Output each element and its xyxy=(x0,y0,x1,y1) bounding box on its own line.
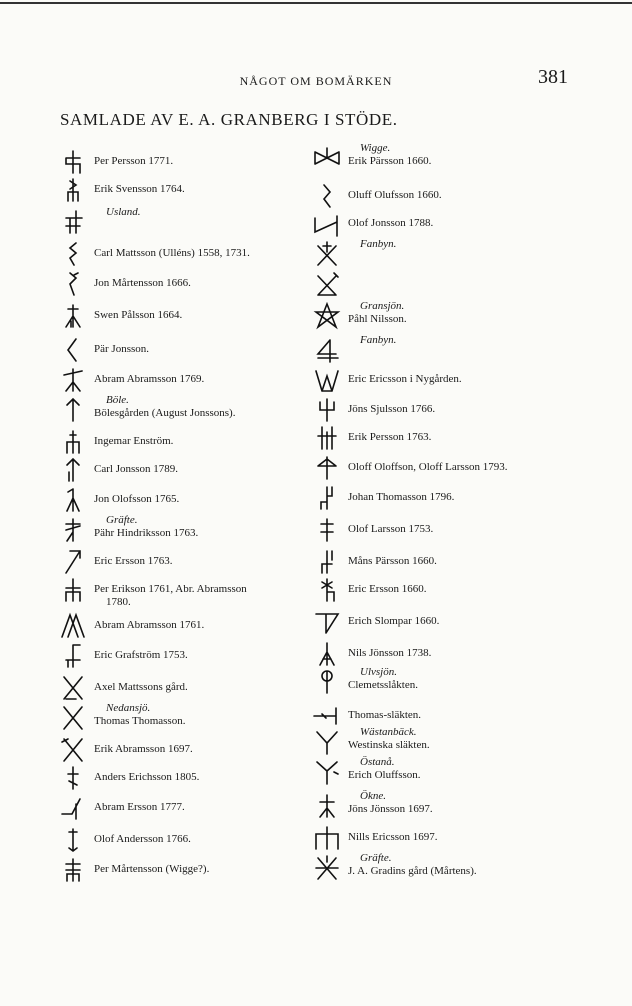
place-name: Usland. xyxy=(106,206,141,218)
bomarke-33-icon xyxy=(312,396,342,424)
owner-line: Eric Ersson 1763. xyxy=(94,555,173,567)
owner-line: Carl Jonsson 1789. xyxy=(94,463,179,475)
entry-text xyxy=(348,523,433,536)
owner-line: Erik Persson 1763. xyxy=(348,431,432,443)
entry-text xyxy=(348,852,477,878)
entry-text xyxy=(348,831,438,844)
owner-line: Erik Pärsson 1660. xyxy=(348,155,432,167)
running-title: NÅGOT OM BOMÄRKEN xyxy=(239,74,393,88)
bomarke-20-icon xyxy=(58,736,88,764)
bomarke-21-icon xyxy=(58,764,88,792)
entry-text xyxy=(348,461,508,474)
owner-line: Jon Olofsson 1765. xyxy=(94,493,180,505)
owner-line: Per Mårtensson (Wigge?). xyxy=(94,863,210,875)
entry-text xyxy=(348,790,433,816)
entry-text xyxy=(94,514,198,540)
bomarke-15-icon xyxy=(58,576,88,604)
entry-text xyxy=(94,493,179,506)
place-name: Wästanbäck. xyxy=(360,726,417,738)
owner-line: Abram Ersson 1777. xyxy=(94,801,185,813)
bomarke-43-icon xyxy=(312,702,342,730)
bomarke-6-icon xyxy=(58,302,88,330)
owner-line: Bölesgården (August Jonssons). xyxy=(94,407,236,419)
owner-line: Olof Jonsson 1788. xyxy=(348,217,434,229)
owner-line: Olof Larsson 1753. xyxy=(348,523,434,535)
bomarke-25-icon xyxy=(312,144,342,172)
owner-line: Carl Mattsson (Ulléns) 1558, 1731. xyxy=(94,247,250,259)
bomarke-44-icon xyxy=(312,728,342,756)
bomarke-28-icon xyxy=(312,240,342,268)
bomarke-26-icon xyxy=(312,182,342,210)
owner-line: Eric Grafström 1753. xyxy=(94,649,188,661)
bomarke-3-icon xyxy=(58,208,88,236)
entry-text xyxy=(94,309,182,322)
bomarke-10-icon xyxy=(58,428,88,456)
place-name: Fanbyn. xyxy=(360,334,397,346)
entry-text xyxy=(348,403,435,416)
entry-text xyxy=(348,238,396,251)
bomarke-32-icon xyxy=(312,366,342,394)
owner-line: Anders Erichsson 1805. xyxy=(94,771,200,783)
place-name: Böle. xyxy=(106,394,129,406)
place-name: Gransjön. xyxy=(360,300,405,312)
bomarke-29-icon xyxy=(312,270,342,298)
entry-text xyxy=(94,743,193,756)
entry-text xyxy=(94,463,178,476)
entry-text xyxy=(348,491,454,504)
bomarke-31-icon xyxy=(312,336,342,364)
bomarke-2-icon xyxy=(58,176,88,204)
owner-line: Johan Thomasson 1796. xyxy=(348,491,455,503)
bomarke-1-icon xyxy=(58,148,88,176)
entry-text xyxy=(94,155,173,168)
entry-text xyxy=(94,649,188,662)
bomarke-11-icon xyxy=(58,456,88,484)
place-name: Fanbyn. xyxy=(360,238,397,250)
owner-line: Clemetsslåkten. xyxy=(348,679,418,691)
bomarke-14-icon xyxy=(58,548,88,576)
place-name: Wigge. xyxy=(360,142,391,154)
owner-line: Pähr Hindriksson 1763. xyxy=(94,527,199,539)
bomarke-13-icon xyxy=(58,516,88,544)
bomarke-23-icon xyxy=(58,826,88,854)
bomarke-36-icon xyxy=(312,484,342,512)
bomarke-17-icon xyxy=(58,642,88,670)
entry-text xyxy=(348,666,418,692)
place-name: Ulvsjön. xyxy=(360,666,397,678)
bomarke-41-icon xyxy=(312,640,342,668)
bomarke-39-icon xyxy=(312,576,342,604)
entry-text xyxy=(348,756,421,782)
owner-line: Erich Slompar 1660. xyxy=(348,615,440,627)
bomarke-12-icon xyxy=(58,486,88,514)
entry-text xyxy=(94,863,209,876)
owner-line: Thomas Thomasson. xyxy=(94,715,186,727)
owner-line: Påhl Nilsson. xyxy=(348,313,407,325)
owner-line: Nills Ericsson 1697. xyxy=(348,831,438,843)
entry-text xyxy=(348,583,427,596)
bomarke-22-icon xyxy=(58,794,88,822)
bomarke-7-icon xyxy=(58,336,88,364)
owner-line: Westinska släkten. xyxy=(348,739,430,751)
entry-text xyxy=(348,709,421,722)
bomarke-24-icon xyxy=(58,856,88,884)
owner-line: Jöns Sjulsson 1766. xyxy=(348,403,436,415)
bomarke-34-icon xyxy=(312,424,342,452)
place-name: Ökne. xyxy=(360,790,386,802)
entry-text xyxy=(94,373,204,386)
owner-line: Oloff Oloffson, Oloff Larsson 1793. xyxy=(348,461,508,473)
owner-line: Jöns Jönsson 1697. xyxy=(348,803,433,815)
bomarke-27-icon xyxy=(312,210,342,238)
bomarke-16-icon xyxy=(58,612,88,640)
entry-text xyxy=(94,771,199,784)
entry-text xyxy=(94,555,173,568)
bomarke-19-icon xyxy=(58,704,88,732)
page-number: 381 xyxy=(538,66,568,88)
bomarke-8-icon xyxy=(58,366,88,394)
owner-line: Erik Abramsson 1697. xyxy=(94,743,193,755)
owner-line: Erik Svensson 1764. xyxy=(94,183,185,195)
entry-text xyxy=(94,206,141,219)
owner-line: Per Erikson 1761, Abr. Abramsson xyxy=(94,583,247,595)
entry-text xyxy=(348,555,437,568)
entry-text xyxy=(94,833,191,846)
entry-text xyxy=(94,343,149,356)
place-name: Gräfte. xyxy=(106,514,138,526)
bomarke-42-icon xyxy=(312,668,342,696)
owner-line: Pär Jonsson. xyxy=(94,343,150,355)
place-name: Nedansjö. xyxy=(106,702,151,714)
entry-text xyxy=(94,681,188,694)
entry-text xyxy=(348,189,442,202)
bomarke-40-icon xyxy=(312,608,342,636)
entry-text xyxy=(348,615,439,628)
bomarke-9-icon xyxy=(58,396,88,424)
entry-text xyxy=(348,726,430,752)
owner-line: Swen Pålsson 1664. xyxy=(94,309,183,321)
owner-line: Per Persson 1771. xyxy=(94,155,174,167)
entry-text xyxy=(94,702,185,728)
entry-text xyxy=(348,647,431,660)
entry-text xyxy=(94,583,247,609)
entry-text xyxy=(348,373,462,386)
owner-line: Olof Andersson 1766. xyxy=(94,833,191,845)
entry-text xyxy=(348,334,396,347)
owner-line: Måns Pärsson 1660. xyxy=(348,555,437,567)
bomarke-47-icon xyxy=(312,824,342,852)
owner-line: Eric Ersson 1660. xyxy=(348,583,427,595)
entry-text xyxy=(348,431,431,444)
entry-text xyxy=(94,247,250,260)
owner-line: J. A. Gradins gård (Mårtens). xyxy=(348,865,477,877)
owner-line: 1780. xyxy=(106,596,131,608)
owner-line: Jon Mårtensson 1666. xyxy=(94,277,191,289)
bomarke-30-icon xyxy=(312,302,342,330)
entry-text xyxy=(94,619,204,632)
entry-text xyxy=(348,300,407,326)
owner-line: Erich Oluffsson. xyxy=(348,769,421,781)
entry-text xyxy=(94,277,191,290)
entry-text xyxy=(94,183,185,196)
entry-text xyxy=(94,394,235,420)
top-rule xyxy=(0,2,632,4)
entry-text xyxy=(94,801,185,814)
owner-line: Abram Abramsson 1769. xyxy=(94,373,205,385)
owner-line: Abram Abramsson 1761. xyxy=(94,619,205,631)
owner-line: Oluff Olufsson 1660. xyxy=(348,189,442,201)
entry-text xyxy=(348,217,433,230)
owner-line: Nils Jönsson 1738. xyxy=(348,647,432,659)
entry-text xyxy=(348,142,431,168)
bomarke-46-icon xyxy=(312,792,342,820)
bomarke-37-icon xyxy=(312,516,342,544)
owner-line: Axel Mattssons gård. xyxy=(94,681,188,693)
bomarke-35-icon xyxy=(312,454,342,482)
bomarke-4-icon xyxy=(58,240,88,268)
bomarke-18-icon xyxy=(58,674,88,702)
bomarke-48-icon xyxy=(312,854,342,882)
place-name: Östanå. xyxy=(360,756,395,768)
owner-line: Eric Ericsson i Nygården. xyxy=(348,373,462,385)
bomarke-45-icon xyxy=(312,758,342,786)
section-title: SAMLADE AV E. A. GRANBERG I STÖDE. xyxy=(60,110,398,129)
owner-line: Ingemar Enström. xyxy=(94,435,174,447)
entry-text xyxy=(94,435,173,448)
bomarke-38-icon xyxy=(312,548,342,576)
bomarke-5-icon xyxy=(58,270,88,298)
place-name: Gräfte. xyxy=(360,852,392,864)
owner-line: Thomas-släkten. xyxy=(348,709,422,721)
